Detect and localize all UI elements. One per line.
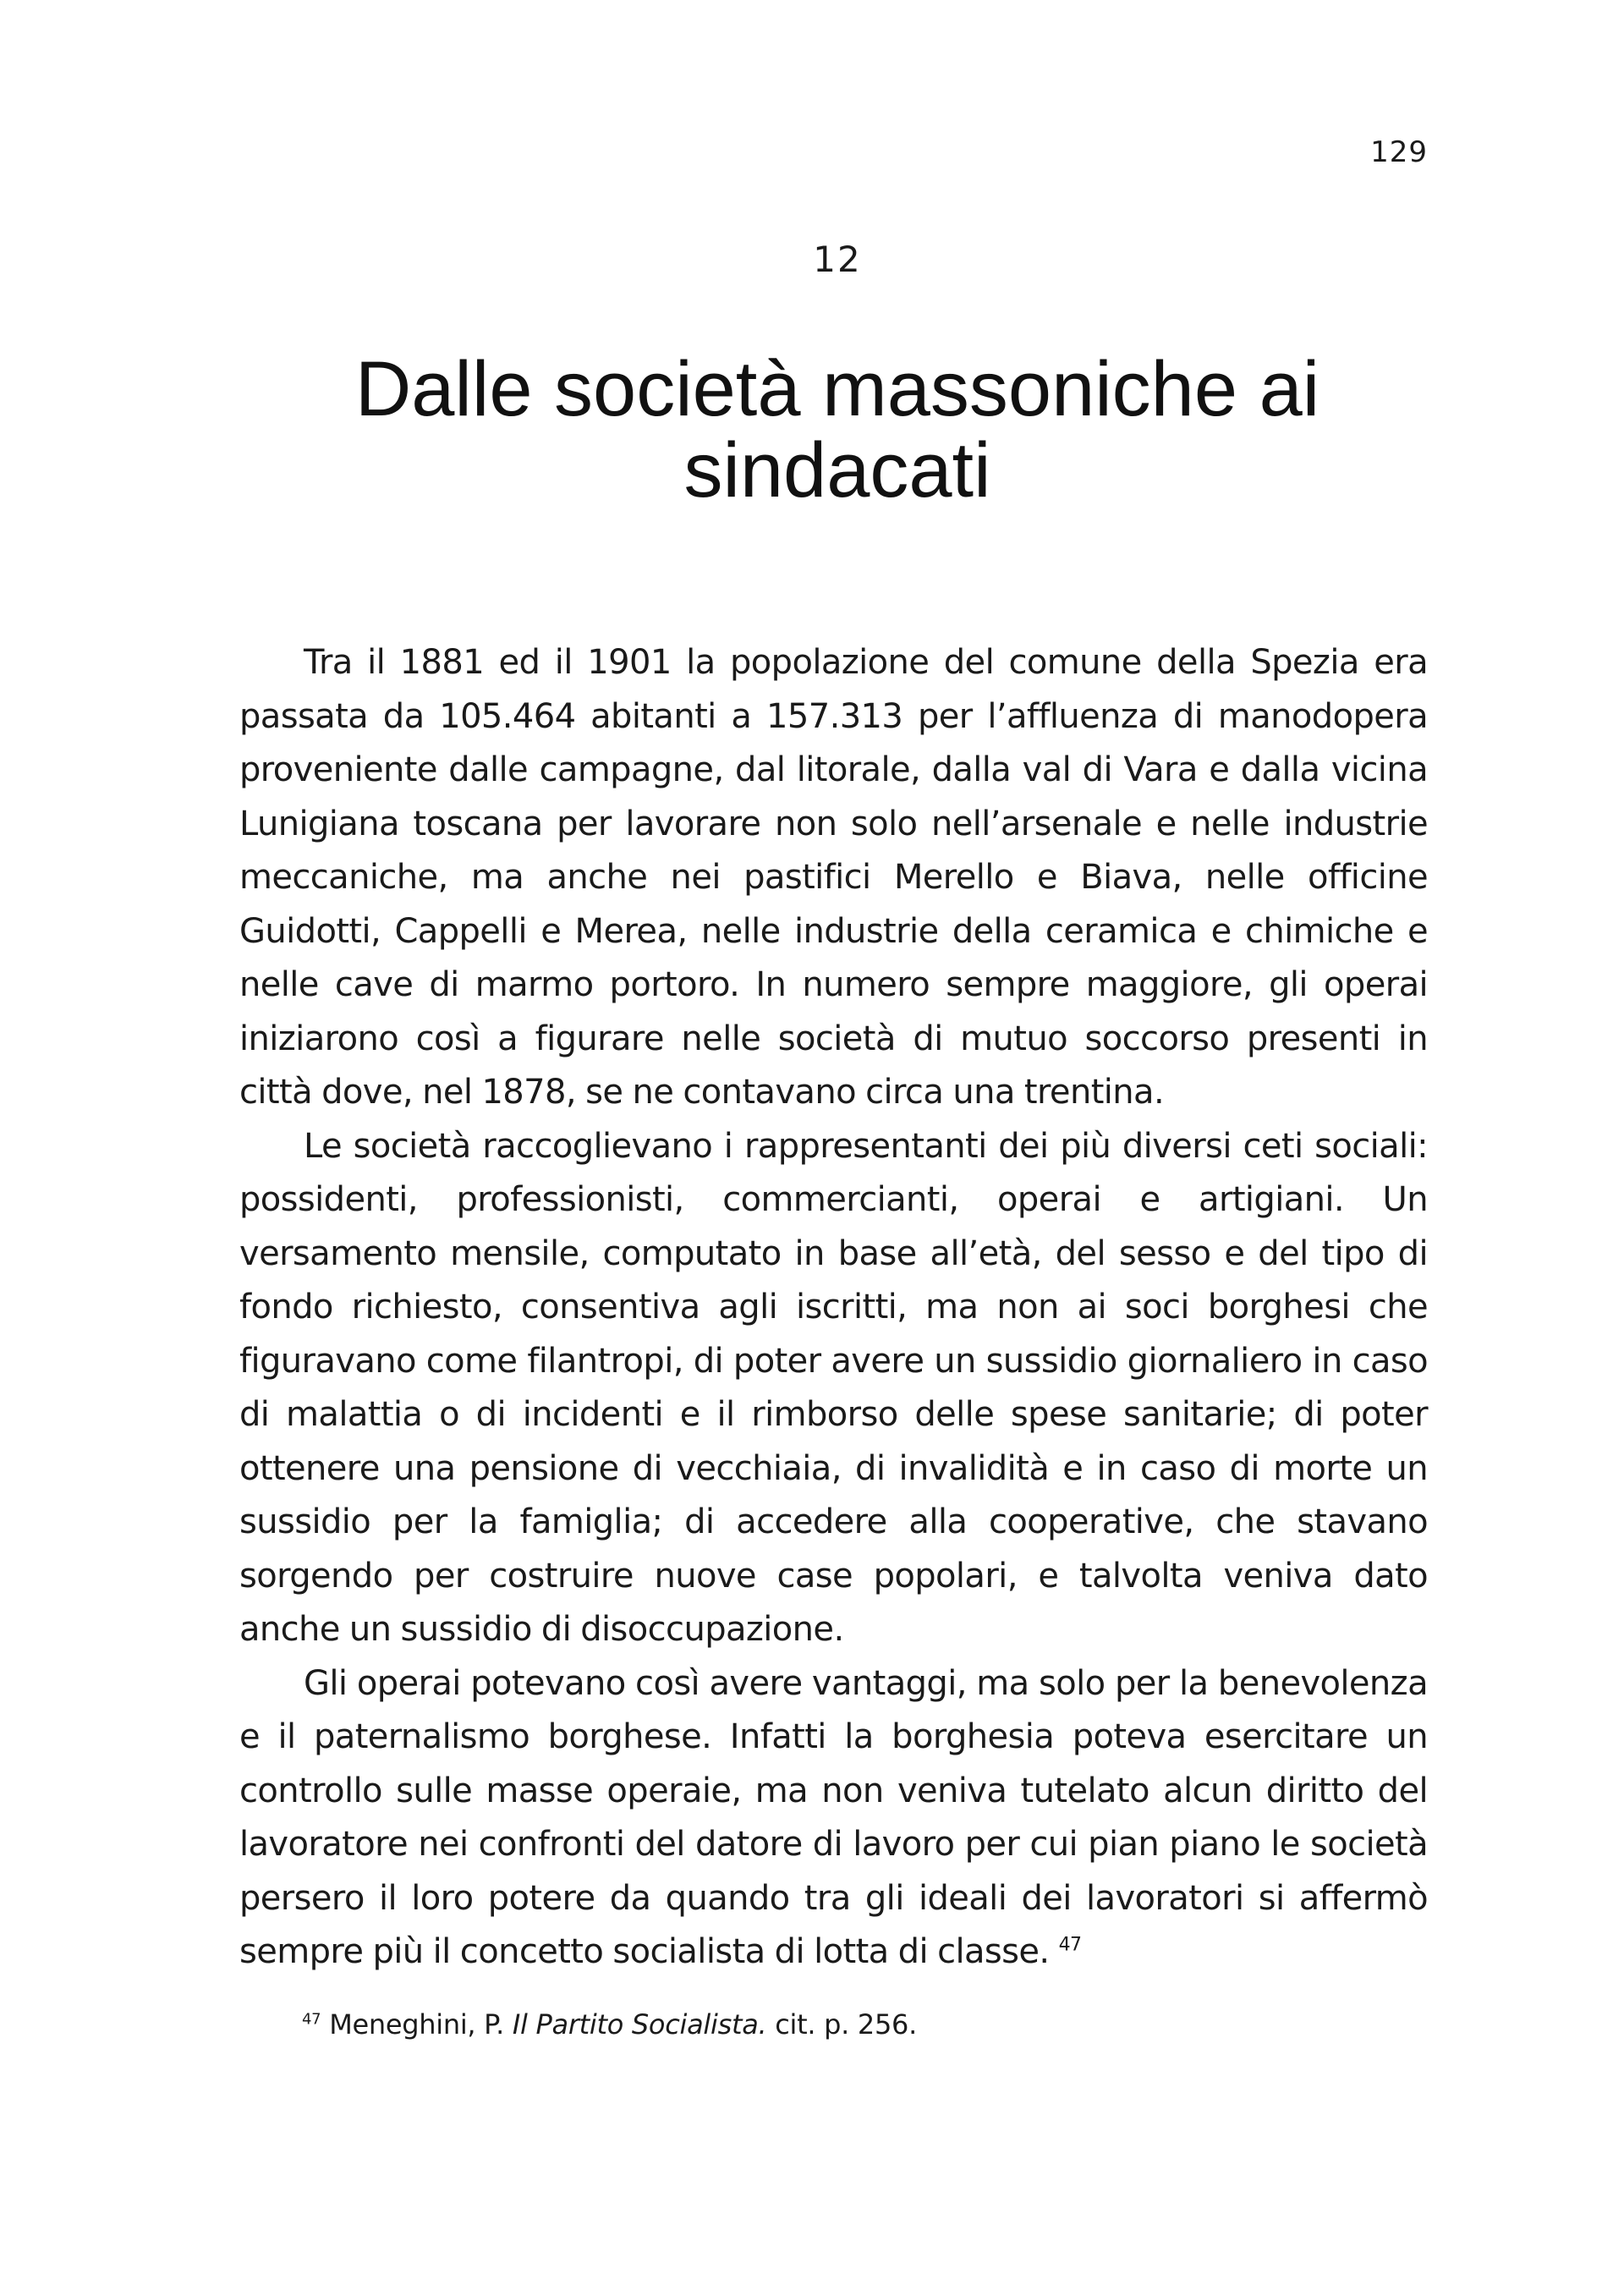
footnote-author: Meneghini, P. xyxy=(329,2008,505,2041)
paragraph-3 xyxy=(239,1657,1428,1980)
footnote xyxy=(302,2008,917,2041)
chapter-title-line-1: Dalle società massoniche ai xyxy=(354,346,1320,432)
footnote-number: 47 xyxy=(302,2010,321,2029)
chapter-title xyxy=(0,346,1624,514)
paragraph-2: Le società raccoglievano i rappresentanti dei più diversi ceti sociali: possidenti, professionisti, commercianti, operai e artigiani. Un versamento mensile, computato in base all’età, del sesso e del tipo di fondo richiesto, consentiva agli iscritti, ma non ai soci borghesi che figuravano come filantropi, di poter avere un sussidio giornaliero in caso di malattia o di incidenti e il rimborso delle spese sanitarie; di poter ottenere una pensione di vecchiaia, di invalidità e in caso di morte un sussidio per la famiglia; di accedere alla cooperative, che stavano sorgendo per costruire nuove case popolari, e talvolta veniva dato anche un sussidio di disoccupazione. xyxy=(239,1126,1428,1649)
footnote-reference[interactable]: 47 xyxy=(1058,1934,1082,1956)
paragraph-3-text: Gli operai potevano così avere vantaggi, ma solo per la benevolenza e il paternalismo borghese. Infatti la borghesia poteva esercitare un controllo sulle masse operaie, ma non veniva tutelato alcun diritto del lavoratore nei confronti del datore di lavoro per cui pian piano le società persero il loro potere da quando tra gli ideali dei lavoratori si affermò sempre più il concetto socialista di lotta di classe. xyxy=(239,1663,1428,1971)
chapter-title-line-2: sindacati xyxy=(683,427,991,514)
page-number: 129 xyxy=(1370,135,1428,169)
footnote-citation: cit. p. 256. xyxy=(775,2008,917,2041)
chapter-number: 12 xyxy=(813,239,862,280)
paragraph-1: Tra il 1881 ed il 1901 la popolazione del comune della Spezia era passata da 105.464 abitanti a 157.313 per l’affluenza di manodopera proveniente dalle campagne, dal litorale, dalla val di Vara e dalla vicina Lunigiana toscana per lavorare non solo nell’arsenale e nelle industrie meccaniche, ma anche nei pastifici Merello e Biava, nelle officine Guidotti, Cappelli e Merea, nelle industrie della ceramica e chimiche e nelle cave di marmo portoro. In numero sempre maggiore, gli operai iniziarono così a figurare nelle società di mutuo soccorso presenti in città dove, nel 1878, se ne contavano circa una trentina. xyxy=(239,643,1428,1112)
body-text xyxy=(239,636,1428,1980)
footnote-title: Il Partito Socialista. xyxy=(512,2008,767,2041)
